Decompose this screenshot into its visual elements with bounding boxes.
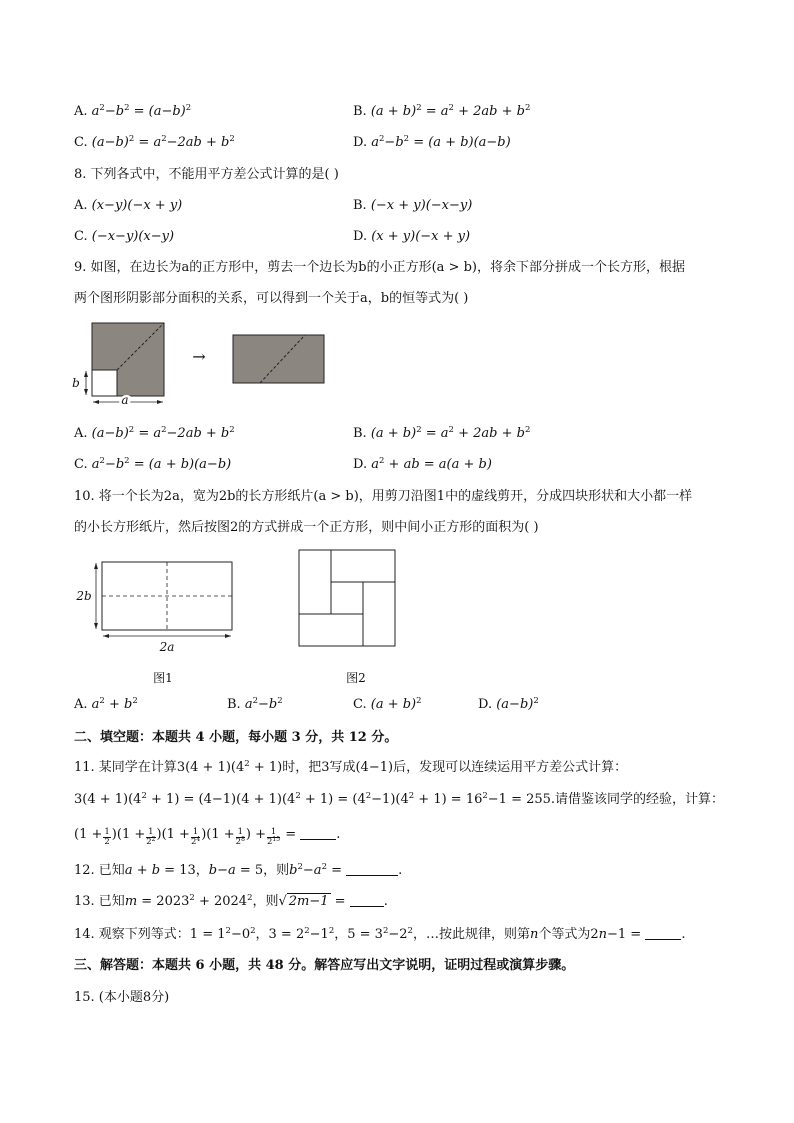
q9-stem-line1: 9. 如图，在边长为a的正方形中，剪去一个边长为b的小正方形(a > b)，将余下部分拼成一个长方形，根据 [74,260,685,275]
q15-heading: 15. (本小题8分) [74,990,170,1005]
q9-label-b: b [72,376,80,390]
q10-stem-line2: 的小长方形纸片，然后按图2的方式拼成一个正方形，则中间小正方形的面积为( ) [74,520,539,535]
q8-option-a: A. (x−y)(−x + y) [74,198,183,213]
q9-option-b: B. $(a + b)^2 = a^2 + 2ab + b^2$ [353,425,531,441]
q8-option-b: B. (−x + y)(−x−y) [353,198,473,213]
q10-label-2b: 2b [76,589,92,603]
q10-label-2a: 2a [159,640,175,654]
q10-stem-line1: 10. 将一个长为2a，宽为2b的长方形纸片(a > b)，用剪刀沿图1中的虚线剪开，分成四块形状和大小都一样 [74,489,693,504]
q10-option-d: D. $(a-b)^2$ [478,696,539,712]
q8-option-c: C. (−x−y)(x−y) [74,229,175,244]
q7-option-c: C. $(a-b)^2 = a^2-2ab + b^2$ [74,134,235,150]
q8-option-d: D. (x + y)(−x + y) [353,229,471,244]
q9-rectangle [233,335,324,383]
q9-option-a: A. $(a-b)^2 = a^2-2ab + b^2$ [74,425,235,441]
q7-option-b: B. $(a + b)^2 = a^2 + 2ab + b^2$ [353,103,531,119]
q9-stem-line2: 两个图形阴影部分面积的关系，可以得到一个关于a，b的恒等式为( ) [74,291,469,306]
q10-fig2-caption: 图2 [346,671,366,685]
q11-line3: (1 + $\frac{1}{2}$ )(1 + $\frac{1}{2^2}$ )(1 + $\frac{1}{2^4}$ )(1 + $\frac{1}{2^8}$ ) + $\frac{1}{2^{15}}$ = . [74,827,341,847]
q9-label-a: a [121,393,129,407]
q9-option-c: C. $a^2-b^2 = (a + b)(a-b)$ [74,456,232,472]
q10-option-a: A. $a^2 + b^2$ [74,696,138,712]
q8-stem: 8. 下列各式中，不能用平方差公式计算的是( ) [74,167,339,182]
q10-option-b: B. $a^2-b^2$ [227,696,283,712]
section-3-heading: 三、解答题：本题共 6 小题，共 48 分。解答应写出文字说明，证明过程或演算步骤。 [74,958,575,973]
q11-line1: 11. 某同学在计算$3(4 + 1)(4^2 + 1)$时，把3写成(4−1)后，发现可以连续运用平方差公式计算： [74,759,628,775]
section-2-heading: 二、填空题：本题共 4 小题，每小题 3 分，共 12 分。 [74,730,398,745]
q11-line2: $3(4 + 1)(4^2 + 1) = (4-1)(4 + 1)(4^2 + 1) = (4^2-1)(4^2 + 1) = 16^2-1 = 255$.请借鉴该同学的经验，计算： [74,791,725,807]
q10-fig1-caption: 图1 [153,671,173,685]
q9-option-d: D. $a^2$ + ab = a(a + b) [353,456,492,472]
q13-text: 13. 已知$m = 2023^2 + 2024^2$，则√ 2m−1 = . [74,893,388,909]
q7-option-d: D. $a^2-b^2 = (a + b)(a-b)$ [353,134,511,150]
q9-figure [66,318,336,410]
q10-figure [70,545,410,690]
q7-option-a: A. $a^2-b^2 = (a-b)^2$ [74,103,192,119]
q12-text: 12. 已知a + b = 13，b−a = 5，则$b^2-a^2$ = . [74,862,403,878]
q9-small-square [92,370,117,396]
q10-option-c: C. $(a + b)^2$ [353,696,422,712]
q9-arrow: → [192,347,206,366]
q14-text: 14. 观察下列等式：$1 = 1^2-0^2$，$3 = 2^2-1^2$，$5 = 3^2-2^2$，…按此规律，则第n个等式为2n−1 = . [74,926,686,942]
q10-fig2-square [299,550,395,646]
